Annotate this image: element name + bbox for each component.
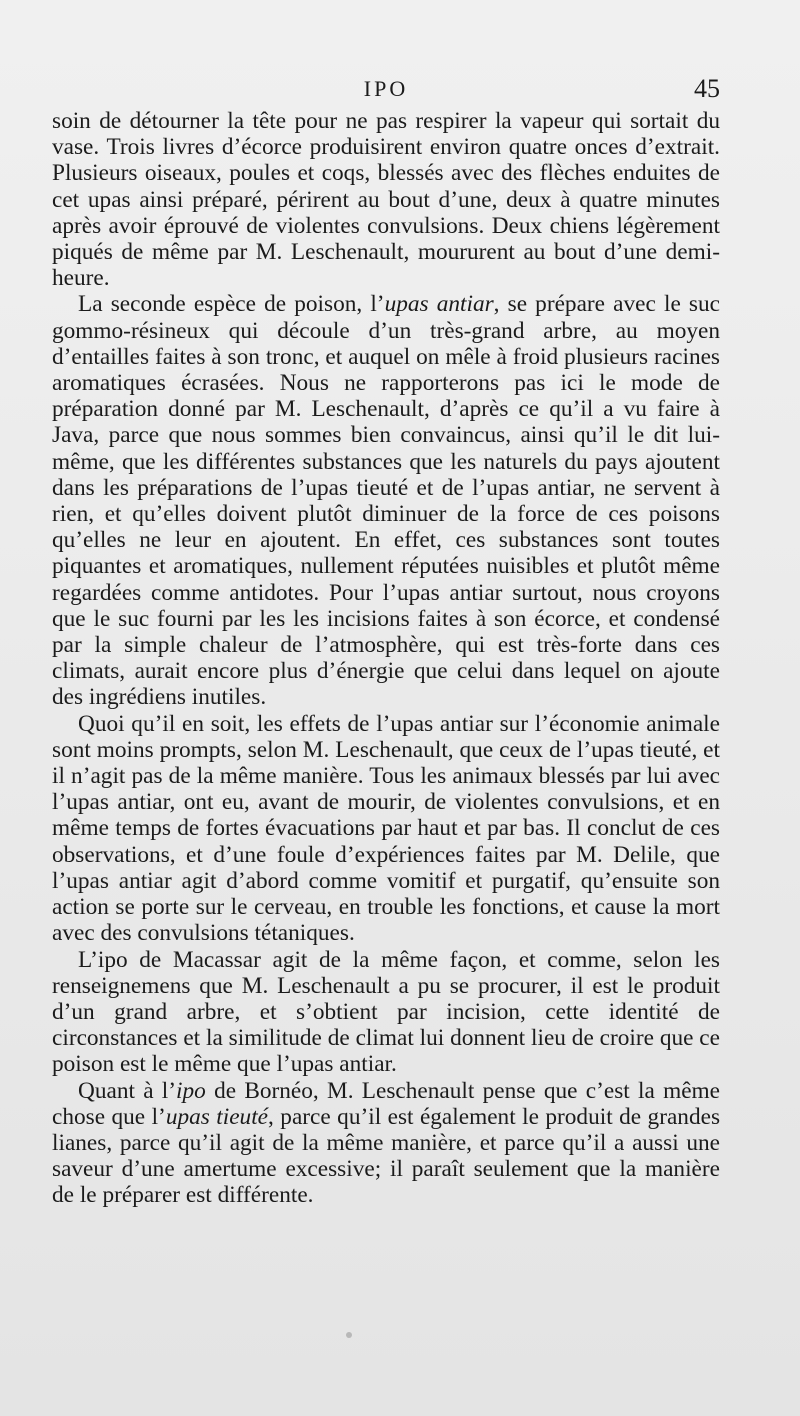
paragraph-1 xyxy=(52,108,720,291)
paragraph-5-text-b: de Bornéo, M. Leschenault pense que c’est la même chose que l’ xyxy=(52,1077,721,1130)
paragraph-4-text: L’ipo de Macassar agit de la même façon, et comme, selon les renseignemens que M. Leschenault a pu se procurer, il est le produit d’un grand arbre, et s’obtient par incision, cette identité de circonstances et la similitude de climat lui donnent lieu de croire que ce poison est le même que l’upas antiar. xyxy=(52,946,720,1078)
paragraph-5 xyxy=(52,1078,720,1209)
paragraph-5-italic-ipo: ipo xyxy=(176,1077,206,1104)
paragraph-1-text: soin de détourner la tête pour ne pas respirer la vapeur qui sortait du vase. Trois livres d’écorce produisirent environ quatre onces d’extrait. Plusieurs oiseaux, poules et coqs, blessés avec des flèches enduites de cet upas ainsi préparé, périrent au bout d’une, deux à quatre minutes après avoir éprouvé de violentes convulsions. Deux chiens légèrement piqués de même par M. Leschenault, moururent au bout d’une demi-heure. xyxy=(52,108,720,292)
paragraph-2-text-b: , se prépare avec le suc gommo-résineux qui découle d’un très-grand arbre, au moyen d’entailles faites à son tronc, et auquel on mêle à froid plusieurs racines aromatiques écrasées. Nous ne rapporterons pas ici le mode de préparation donné par M. Leschenault, d’après ce qu’il a vu faire à Java, parce que nous sommes bien convaincus, ainsi qu’il le dit lui-même, que les différentes substances que les naturels du pays ajoutent dans les préparations de l’upas tieuté et de l’upas antiar, ne servent à rien, et qu’elles doivent plutôt diminuer de la force de ces poisons qu’elles ne leur en ajoutent. En effet, ces substances sont toutes piquantes et aromatiques, nullement réputées nuisibles et plutôt même regardées comme antidotes. Pour l’upas antiar surtout, nous croyons que le suc fourni par les les incisions faites à son écorce, et condensé par la simple chaleur de l’atmosphère, qui est très-forte dans ces climats, aurait encore plus d’énergie que celui dans lequel on ajoute des ingrédiens inutiles. xyxy=(52,291,720,711)
paragraph-4 xyxy=(52,947,720,1078)
ink-speck xyxy=(346,1332,352,1338)
paragraph-5-italic-upas-tieute: upas tieuté xyxy=(165,1103,269,1130)
paragraph-2 xyxy=(52,291,720,710)
page-number: 45 xyxy=(694,74,720,103)
paragraph-3-text: Quoi qu’il en soit, les effets de l’upas antiar sur l’économie animale sont moins prompts, selon M. Leschenault, que ceux de l’upas tieuté, et il n’agit pas de la même manière. Tous les animaux blessés par lui avec l’upas antiar, ont eu, avant de mourir, de violentes convulsions, et en même temps de fortes évacuations par haut et par bas. Il conclut de ces observations, et d’une foule d’expériences faites par M. Delile, que l’upas antiar agit d’abord comme vomitif et purgatif, qu’ensuite son action se porte sur le cerveau, en trouble les fonctions, et cause la mort avec des convulsions tétaniques. xyxy=(52,710,720,947)
paragraph-5-text-c: , parce qu’il est également le produit de grandes lianes, parce qu’il agit de la même manière, et parce qu’il a aussi une saveur d’une amertume excessive; il paraît seulement que la manière de le préparer est différente. xyxy=(52,1103,721,1209)
page-body xyxy=(52,108,720,1209)
running-title: IPO xyxy=(363,76,409,101)
paragraph-3 xyxy=(52,711,720,947)
page-header xyxy=(52,74,720,106)
paragraph-5-text-a: Quant à l’ xyxy=(78,1077,177,1104)
paragraph-2-text-a: La seconde espèce de poison, l’ xyxy=(78,291,385,318)
paragraph-2-italic-upas-antiar: upas antiar xyxy=(384,291,494,318)
